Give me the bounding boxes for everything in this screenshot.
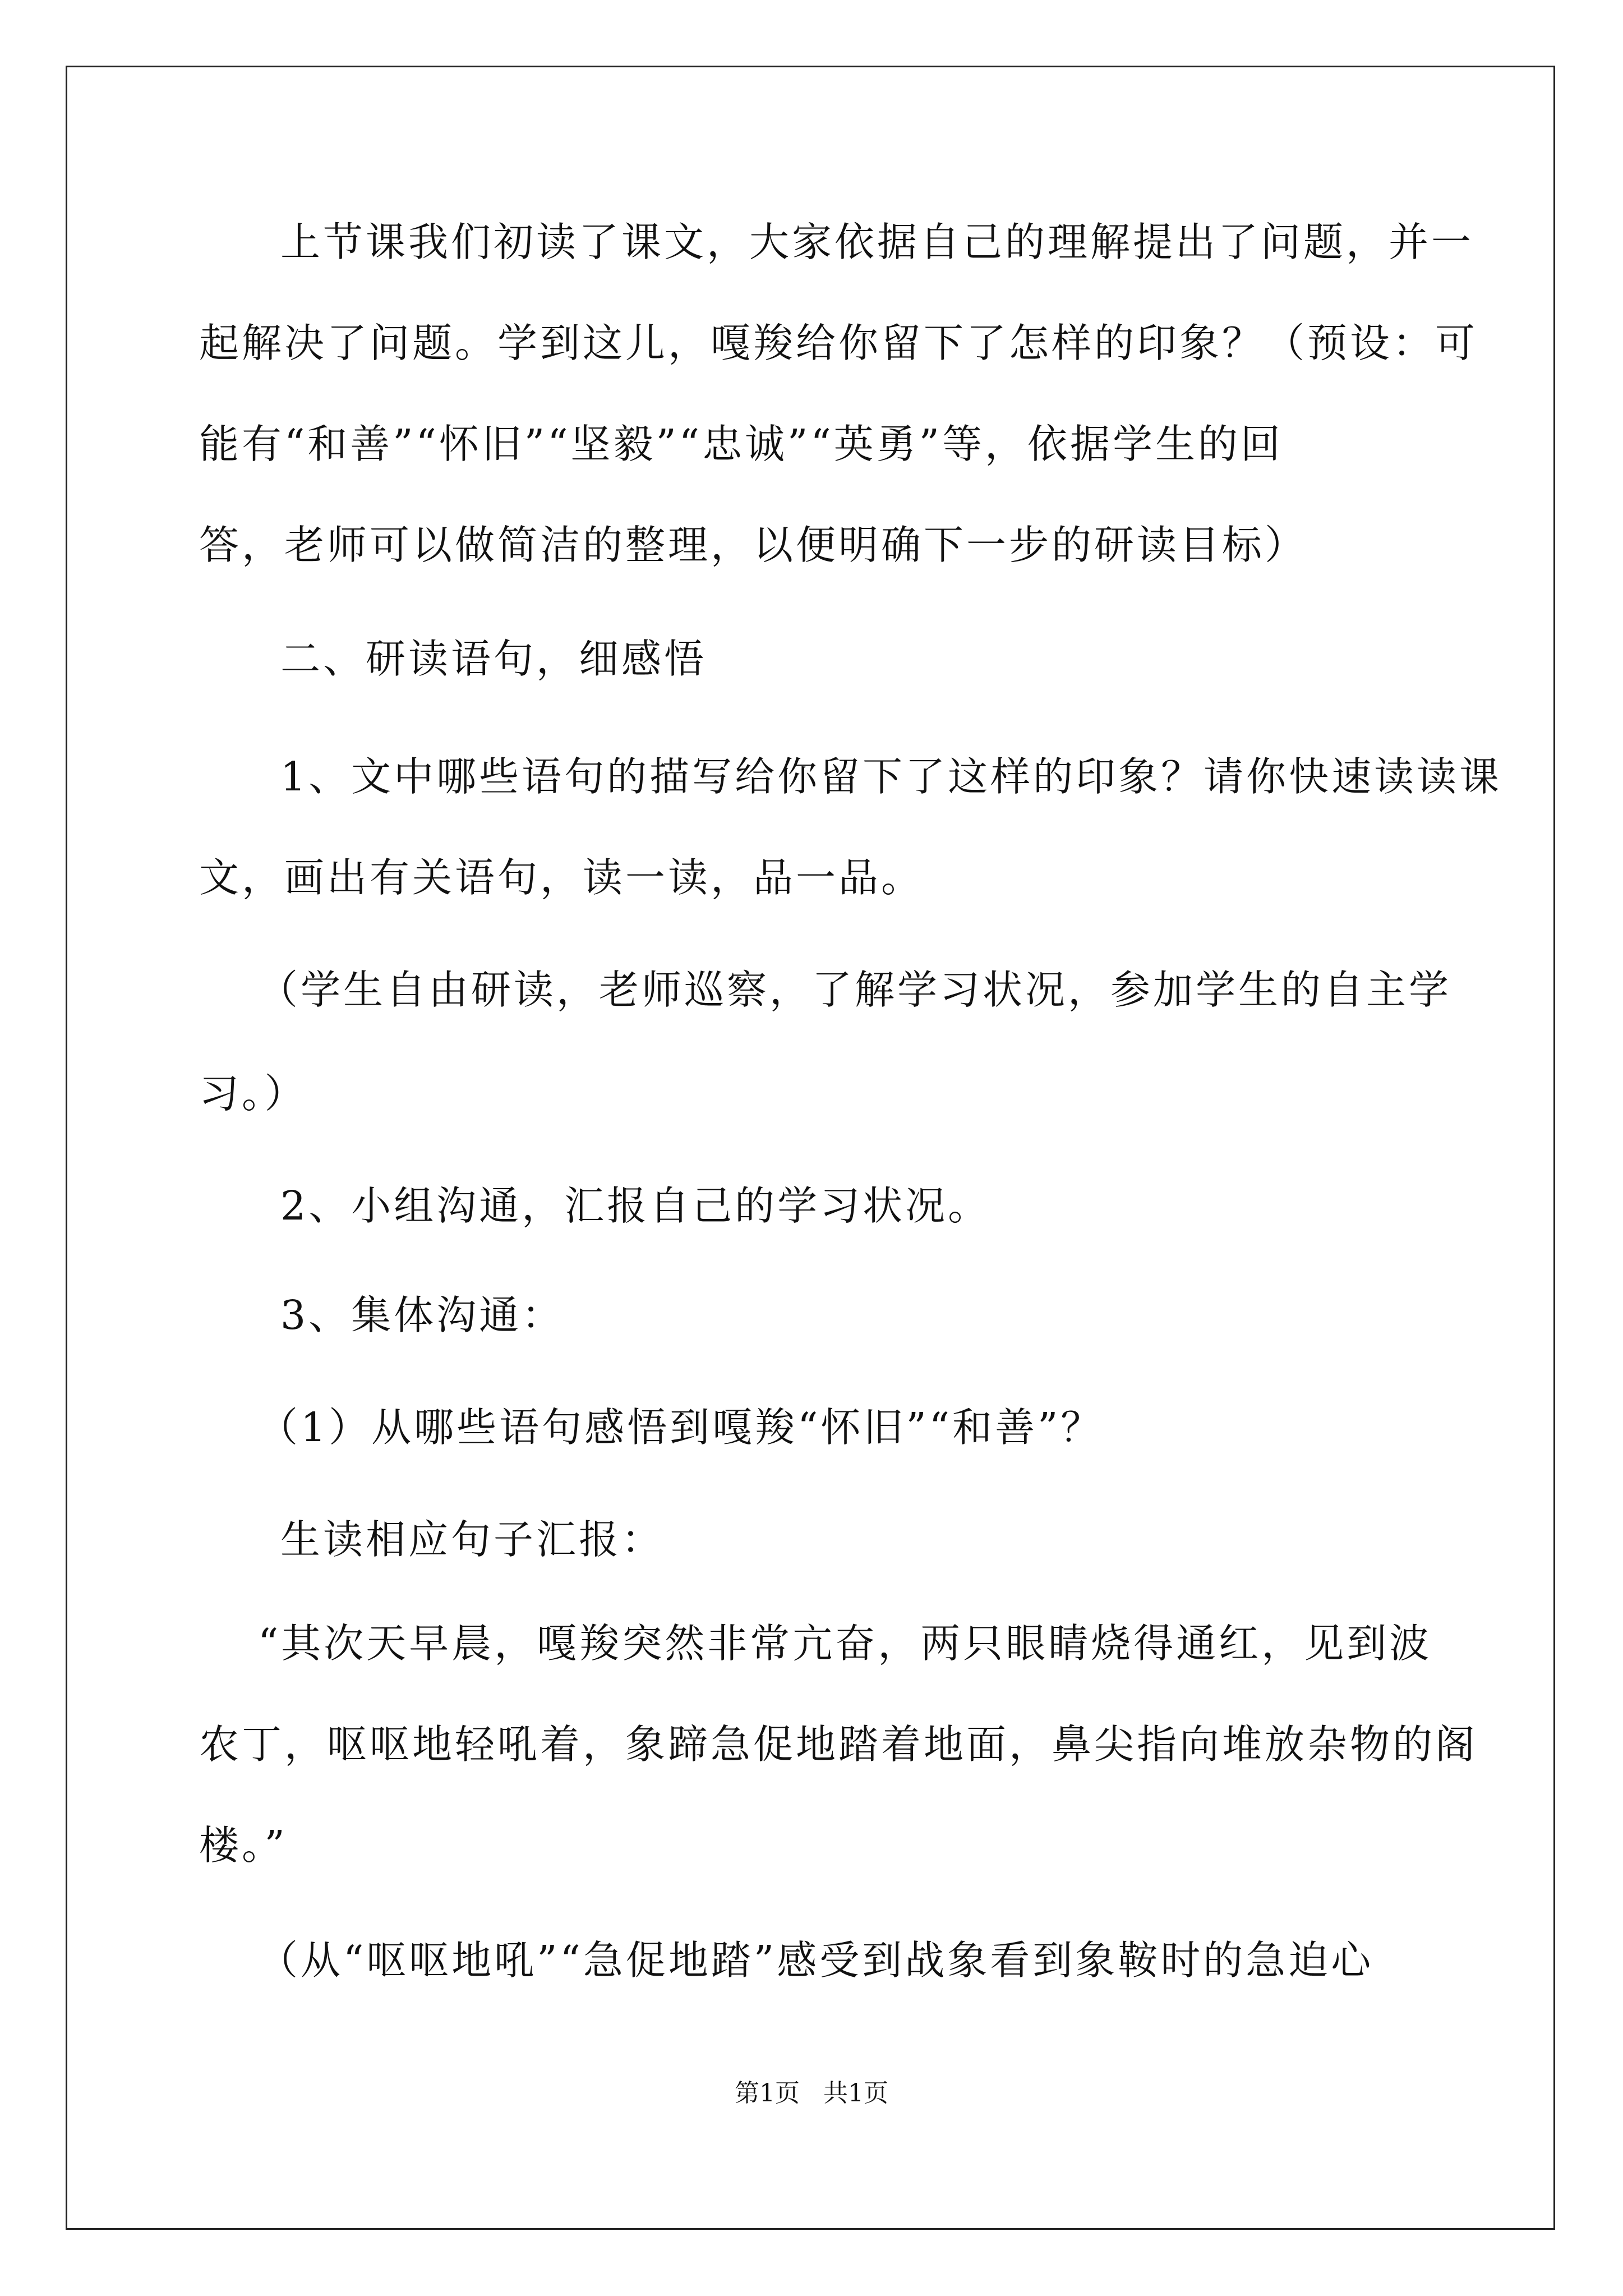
paragraph-line: 文，画出有关语句，读一读，品一品。 <box>199 854 924 901</box>
section-heading: 二、研读语句，细感悟 <box>280 636 707 682</box>
quote-line: 农丁，呕呕地轻吼着，象蹄急促地踏着地面，鼻尖指向堆放杂物的阁 <box>199 1721 1478 1768</box>
paragraph-line: 习。） <box>199 1070 307 1117</box>
paragraph-line: 答，老师可以做简洁的整理，以便明确下一步的研读目标） <box>199 522 1308 568</box>
paragraph-line: 1、文中哪些语句的描写给你留下了这样的印象？请你快速读读课 <box>280 753 1502 800</box>
paragraph-line: 起解决了问题。学到这儿，嘎羧给你留下了怎样的印象？（预设：可 <box>199 320 1478 366</box>
paragraph-line: （1）从哪些语句感悟到嘎羧“怀旧”“和善”？ <box>258 1404 1104 1451</box>
paragraph-line: 能有“和善”“怀旧”“坚毅”“忠诚”“英勇”等，依据学生的回 <box>199 421 1283 467</box>
quote-line: 楼。” <box>199 1822 288 1869</box>
page-border <box>66 66 1555 2230</box>
paragraph-line: 3、集体沟通： <box>280 1292 565 1338</box>
page-number: 第1页 共1页 <box>735 2079 888 2108</box>
paragraph-line: （学生自由研读，老师巡察，了解学习状况，参加学生的自主学 <box>258 967 1452 1013</box>
paragraph-line: 生读相应句子汇报： <box>280 1516 665 1563</box>
paragraph-line: 2、小组沟通，汇报自己的学习状况。 <box>280 1182 991 1229</box>
paragraph-line: 上节课我们初读了课文，大家依据自己的理解提出了问题，并一 <box>280 219 1474 265</box>
quote-line: “其次天早晨，嘎羧突然非常亢奋，两只眼睛烧得通红，见到波 <box>258 1620 1432 1667</box>
paragraph-line: （从“呕呕地吼”“急促地踏”感受到战象看到象鞍时的急迫心 <box>258 1937 1374 1984</box>
